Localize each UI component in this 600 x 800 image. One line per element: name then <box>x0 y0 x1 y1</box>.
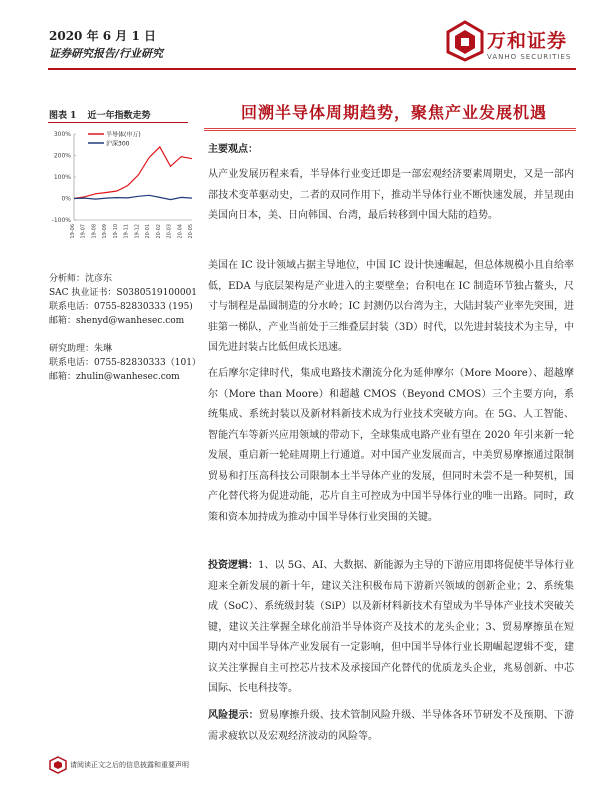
analyst-info <box>49 272 197 328</box>
x-tick-label: 20-05 <box>188 224 194 239</box>
x-tick-label: 19-09 <box>102 224 109 239</box>
report-headline: 回溯半导体周期趋势，聚焦产业发展机遇 <box>240 103 547 122</box>
logic-text: 1、以 5G、AI、大数据、新能源为主导的下游应用即将促使半导体行业迎来全新发展的新十年，建议关注积极布局下游新兴领域的创新企业；2、系统集成（SoC）、系统级封装（SiP）以及新材料新技术有望成为半导体产业技术突破关键，建议关注掌握全球化前沿半导体资产及技术的龙头企业；3、贸易摩擦虽在短期内对中国半导体产业发展有一定影响，但中国半导体行业长期崛起逻辑不变，建议关注掌握自主可控芯片技术及承接国产化替代的优质龙头企业，兆易创新、中芯国际、长电科技等。 <box>208 560 574 694</box>
footer-disclaimer: 请阅读正文之后的信息披露和重要声明 <box>70 761 189 769</box>
x-tick-label: 19-06 <box>70 224 76 239</box>
risk-text: 贸易摩擦升级、技术管制风险升级、半导体各环节研发不及预期、下游需求疲软以及宏观经济波动的风险等。 <box>208 710 575 742</box>
vanho-logo-icon <box>446 20 484 62</box>
viewpoint-label: 主要观点： <box>208 144 258 155</box>
analyst-license: SAC 执业证书：S0380519100001 <box>49 288 198 298</box>
series-line <box>74 147 192 199</box>
assistant-email: 邮箱：zhulin@wanhesec.com <box>49 372 180 382</box>
risk-warning <box>208 706 574 747</box>
x-tick-label: 20-03 <box>166 224 173 239</box>
header-rule <box>48 68 576 70</box>
x-tick-label: 19-11 <box>123 224 130 239</box>
legend-label: 半导体(申万) <box>106 131 141 139</box>
logo-name: 万和证券 <box>487 30 568 52</box>
assistant-name: 研究助理：朱琳 <box>49 344 113 354</box>
paragraph-3: 在后摩尔定律时代，集成电路技术潮流分化为延伸摩尔（More Moore）、超越摩尔（More than Moore）和超越 CMOS（Beyond CMOS）三个主要方向，系统集成、系统封装以及新材料新技术成为行业技术突破方向。在 5G、人工智能、智能汽车等新兴应用领域的带动下，全球集成电路产业有望在 2020 年引来新一轮发展，重启新一轮硅周期上行通道。对中国产业发展而言，中美贸易摩擦通过限制贸易和打压高科技公司限制本土半导体产业的发展，但同时未尝不是一种契机，国产化替代将为促进动能，芯片自主可控成为中国半导体行业的唯一出路。同时，政策和资本加持成为推动中国半导体行业突围的关键。 <box>208 368 574 523</box>
headline-rule-2 <box>204 130 576 131</box>
y-tick-label: 100% <box>53 174 71 181</box>
analyst-phone: 联系电话：0755-82830333 (195) <box>49 302 193 312</box>
investment-logic <box>208 556 574 700</box>
x-tick-label: 20-01 <box>145 224 152 239</box>
logic-label: 投资逻辑： <box>208 560 259 571</box>
figure-caption: 近一年指数走势 <box>87 111 151 121</box>
series-line <box>74 195 192 199</box>
report-category: 证券研究报告/行业研究 <box>49 47 164 60</box>
legend-label: 沪深300 <box>106 140 130 148</box>
logo-english: VANHO SECURITIES <box>487 53 572 61</box>
figure-title <box>49 108 151 121</box>
risk-label: 风险提示： <box>208 710 259 721</box>
report-date: 2020 年 6 月 1 日 <box>49 29 156 43</box>
x-tick-label: 20-02 <box>155 224 162 239</box>
assistant-info <box>49 342 201 384</box>
y-tick-label: -100% <box>51 217 71 224</box>
index-trend-chart <box>48 124 196 248</box>
x-tick-label: 19-07 <box>80 224 87 239</box>
y-tick-label: 200% <box>53 152 71 160</box>
y-tick-label: 300% <box>53 131 71 138</box>
x-tick-label: 19-12 <box>134 224 141 239</box>
footer-logo-icon <box>49 756 67 774</box>
paragraph-2: 美国在 IC 设计领域占据主导地位，中国 IC 设计快速崛起，但总体规模小且自给率低，EDA 与底层架构是产业进入的主要壁垒；台积电在 IC 制造环节独占鳌头，尺寸与制程是晶圆制造的分水岭；IC 封测仍以台湾为主，大陆封装产业率先突围，进驻第一梯队，产业当前处于三维叠层封装（3D）时代，以先进封装技术为主导，中国先进封装占比低但成长迅速。 <box>208 260 574 353</box>
y-tick-label: 0% <box>61 195 71 203</box>
paragraph-1: 从产业发展历程来看，半导体行业变迁即是一部宏观经济要素周期史，又是一部内部技术变革驱动史，二者的双同作用下，推动半导体行业不断快速发展，并呈现由美国向日本，美、日向韩国、台湾，最后转移到中国大陆的趋势。 <box>208 169 574 221</box>
assistant-phone: 联系电话：0755-82830333（101） <box>49 358 201 368</box>
figure-label: 图表 1 <box>49 111 77 121</box>
x-tick-label: 19-10 <box>112 224 119 239</box>
figure-rule <box>48 122 188 123</box>
x-tick-label: 19-08 <box>91 224 98 239</box>
analyst-email: 邮箱：shenyd@wanhesec.com <box>49 316 185 326</box>
x-tick-label: 20-04 <box>177 224 184 239</box>
headline-rule <box>204 128 576 129</box>
analyst-name: 分析师：沈彦东 <box>49 274 113 284</box>
